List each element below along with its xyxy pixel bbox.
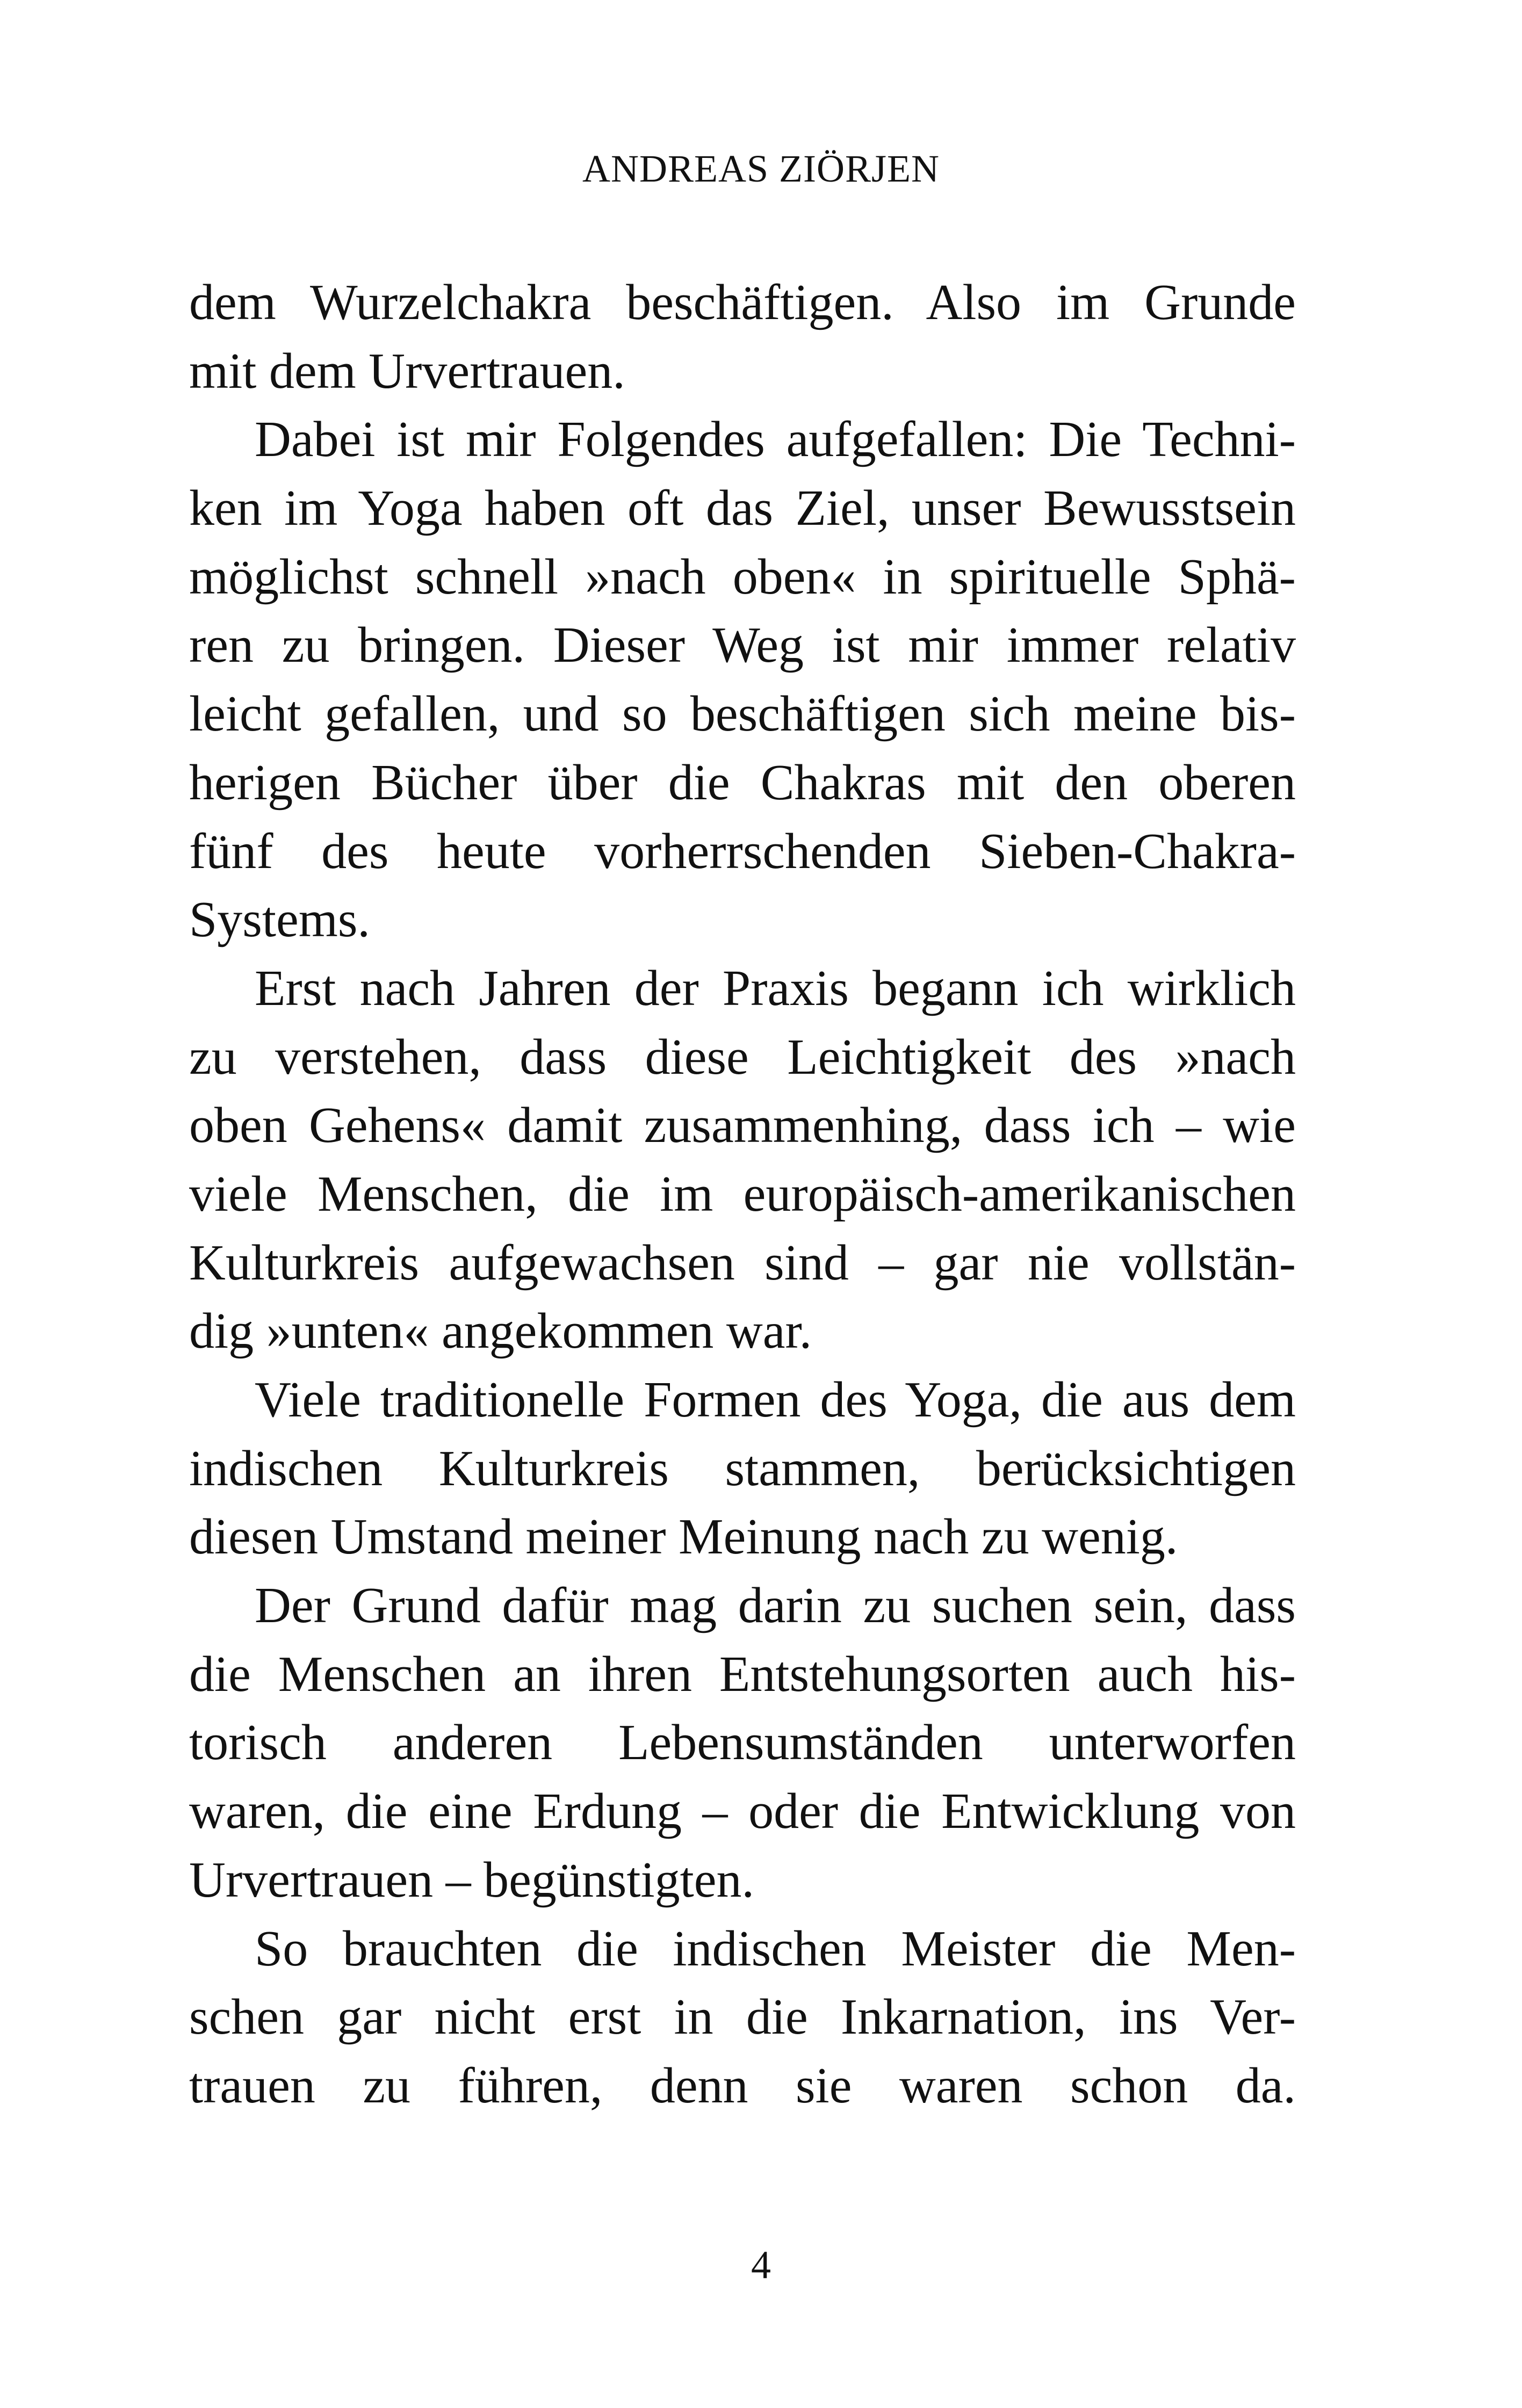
text-line: Kulturkreis aufgewachsen sind – gar nie vollstän- xyxy=(189,1234,1296,1291)
text-line: ken im Yoga haben oft das Ziel, unser Bewusstsein xyxy=(189,480,1296,537)
text-line: dig »unten« angekommen war. xyxy=(189,1303,812,1360)
text-line: So brauchten die indischen Meister die Men- xyxy=(255,1920,1296,1977)
text-line: trauen zu führen, denn sie waren schon da. xyxy=(189,2057,1296,2114)
text-line: mit dem Urvertrauen. xyxy=(189,343,625,399)
text-line: Viele traditionelle Formen des Yoga, die aus dem xyxy=(255,1372,1296,1428)
page-number: 4 xyxy=(751,2243,771,2287)
text-line: viele Menschen, die im europäisch-amerikanischen xyxy=(189,1166,1296,1222)
text-line: Systems. xyxy=(189,892,370,948)
text-line: torisch anderen Lebensumständen unterworfen xyxy=(189,1715,1296,1771)
body-text xyxy=(189,269,1296,2121)
text-line: die Menschen an ihren Entstehungsorten auch his- xyxy=(189,1646,1296,1702)
text-line: Urvertrauen – begünstigten. xyxy=(189,1852,754,1908)
text-line: herigen Bücher über die Chakras mit den oberen xyxy=(189,754,1296,811)
text-line: fünf des heute vorherrschenden Sieben-Chakra- xyxy=(189,823,1296,879)
text-line: indischen Kulturkreis stammen, berücksichtigen xyxy=(189,1440,1296,1496)
text-line: zu verstehen, dass diese Leichtigkeit des »nach xyxy=(189,1029,1296,1085)
text-line: waren, die eine Erdung – oder die Entwicklung von xyxy=(189,1783,1296,1840)
text-line: diesen Umstand meiner Meinung nach zu wenig. xyxy=(189,1509,1178,1565)
running-header: ANDREAS ZIÖRJEN xyxy=(582,147,940,190)
text-line: oben Gehens« damit zusammenhing, dass ich – wie xyxy=(189,1097,1296,1154)
text-line: Erst nach Jahren der Praxis begann ich wirklich xyxy=(255,960,1296,1016)
text-line: leicht gefallen, und so beschäftigen sich meine bis- xyxy=(189,686,1296,742)
text-line: möglichst schnell »nach oben« in spirituelle Sphä- xyxy=(189,548,1296,605)
text-line: Der Grund dafür mag darin zu suchen sein, dass xyxy=(255,1578,1296,1634)
text-line: Dabei ist mir Folgendes aufgefallen: Die Techni- xyxy=(255,411,1296,468)
text-line: ren zu bringen. Dieser Weg ist mir immer relativ xyxy=(189,617,1296,674)
text-line: dem Wurzelchakra beschäftigen. Also im Grunde xyxy=(189,274,1296,330)
text-line: schen gar nicht erst in die Inkarnation, ins Ver- xyxy=(189,1989,1296,2045)
